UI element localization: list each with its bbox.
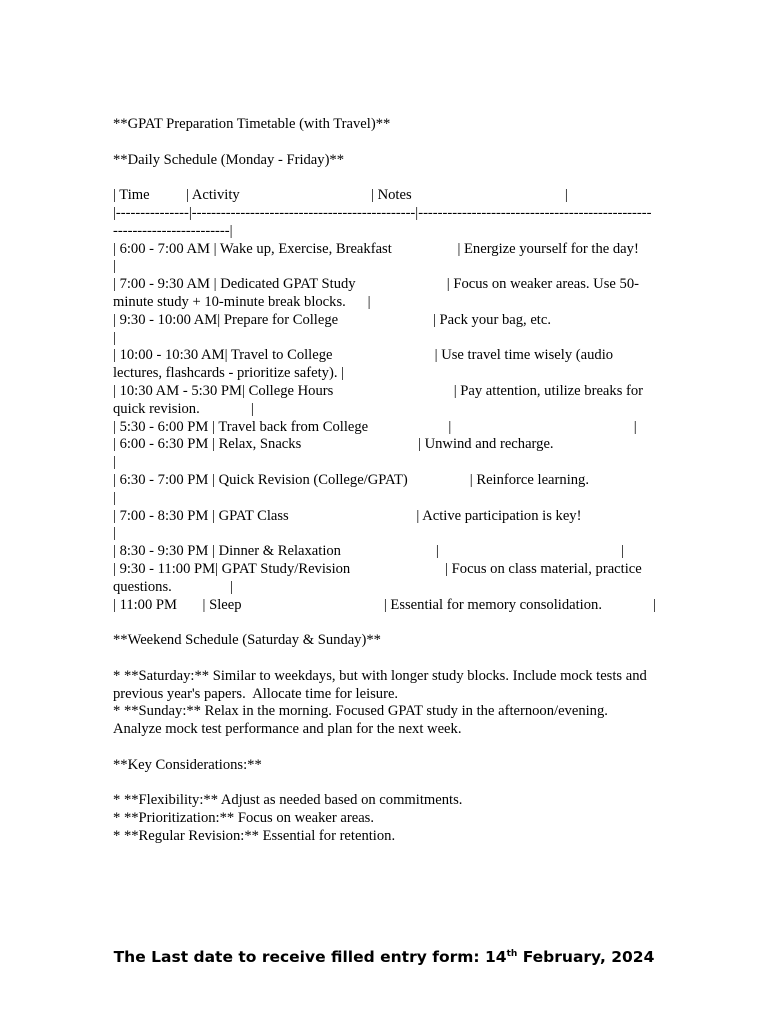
table-row: | 6:30 - 7:00 PM | Quick Revision (College/GPAT) | Reinforce learning. | (113, 471, 699, 506)
table-header-row: | Time | Activity | Notes | (113, 187, 568, 204)
entry-form-deadline (0, 948, 768, 966)
consideration-item: * **Prioritization:** Focus on weaker areas. (113, 810, 374, 827)
table-row: | 6:00 - 7:00 AM | Wake up, Exercise, Breakfast | Energize yourself for the day! | (113, 240, 701, 275)
weekend-item-saturday: * **Saturday:** Similar to weekdays, but with longer study blocks. Include mock tests and previous year's papers. Allocate time for leisure. (113, 667, 651, 702)
table-row: | 11:00 PM | Sleep | Essential for memory consolidation. | (113, 596, 656, 613)
weekend-item-sunday: * **Sunday:** Relax in the morning. Focused GPAT study in the afternoon/evening. Analyze mock test performance and plan for the next week. (113, 703, 615, 738)
schedule-rows (113, 240, 701, 615)
table-row: | 7:00 - 9:30 AM | Dedicated GPAT Study | Focus on weaker areas. Use 50-minute study + 10-minute break blocks. | (113, 276, 639, 310)
deadline-suffix: February, 2024 (517, 948, 655, 966)
deadline-prefix: The Last date to receive filled entry form: 14 (113, 948, 507, 966)
deadline-ordinal: th (506, 948, 518, 959)
consideration-item: * **Regular Revision:** Essential for retention. (113, 827, 396, 844)
consideration-item: * **Flexibility:** Adjust as needed based on commitments. (113, 792, 463, 809)
table-row: | 9:30 - 11:00 PM| GPAT Study/Revision | Focus on class material, practice questions. | (113, 560, 646, 595)
table-row: | 10:30 AM - 5:30 PM| College Hours | Pay attention, utilize breaks for quick revision. | (113, 382, 647, 417)
table-row: | 5:30 - 6:00 PM | Travel back from College | | (113, 418, 637, 435)
document-body (113, 116, 701, 846)
table-row: | 6:00 - 6:30 PM | Relax, Snacks | Unwind and recharge. | (113, 436, 660, 471)
daily-schedule-heading: **Daily Schedule (Monday - Friday)** (113, 151, 345, 168)
table-row: | 7:00 - 8:30 PM | GPAT Class | Active participation is key! | (113, 507, 655, 542)
weekend-schedule-heading: **Weekend Schedule (Saturday & Sunday)** (113, 632, 381, 649)
table-row: | 8:30 - 9:30 PM | Dinner & Relaxation | | (113, 543, 625, 560)
key-considerations-heading: **Key Considerations:** (113, 756, 262, 773)
document-title: **GPAT Preparation Timetable (with Travel)** (113, 116, 391, 132)
table-row: | 10:00 - 10:30 AM| Travel to College | Use travel time wisely (audio lectures, flashcards - prioritize safety). | (113, 347, 617, 382)
table-row: | 9:30 - 10:00 AM| Prepare for College | Pack your bag, etc. | (113, 311, 657, 346)
table-separator: |---------------|----------------------------------------------|------------------------------------------------------------------------| (113, 204, 652, 239)
